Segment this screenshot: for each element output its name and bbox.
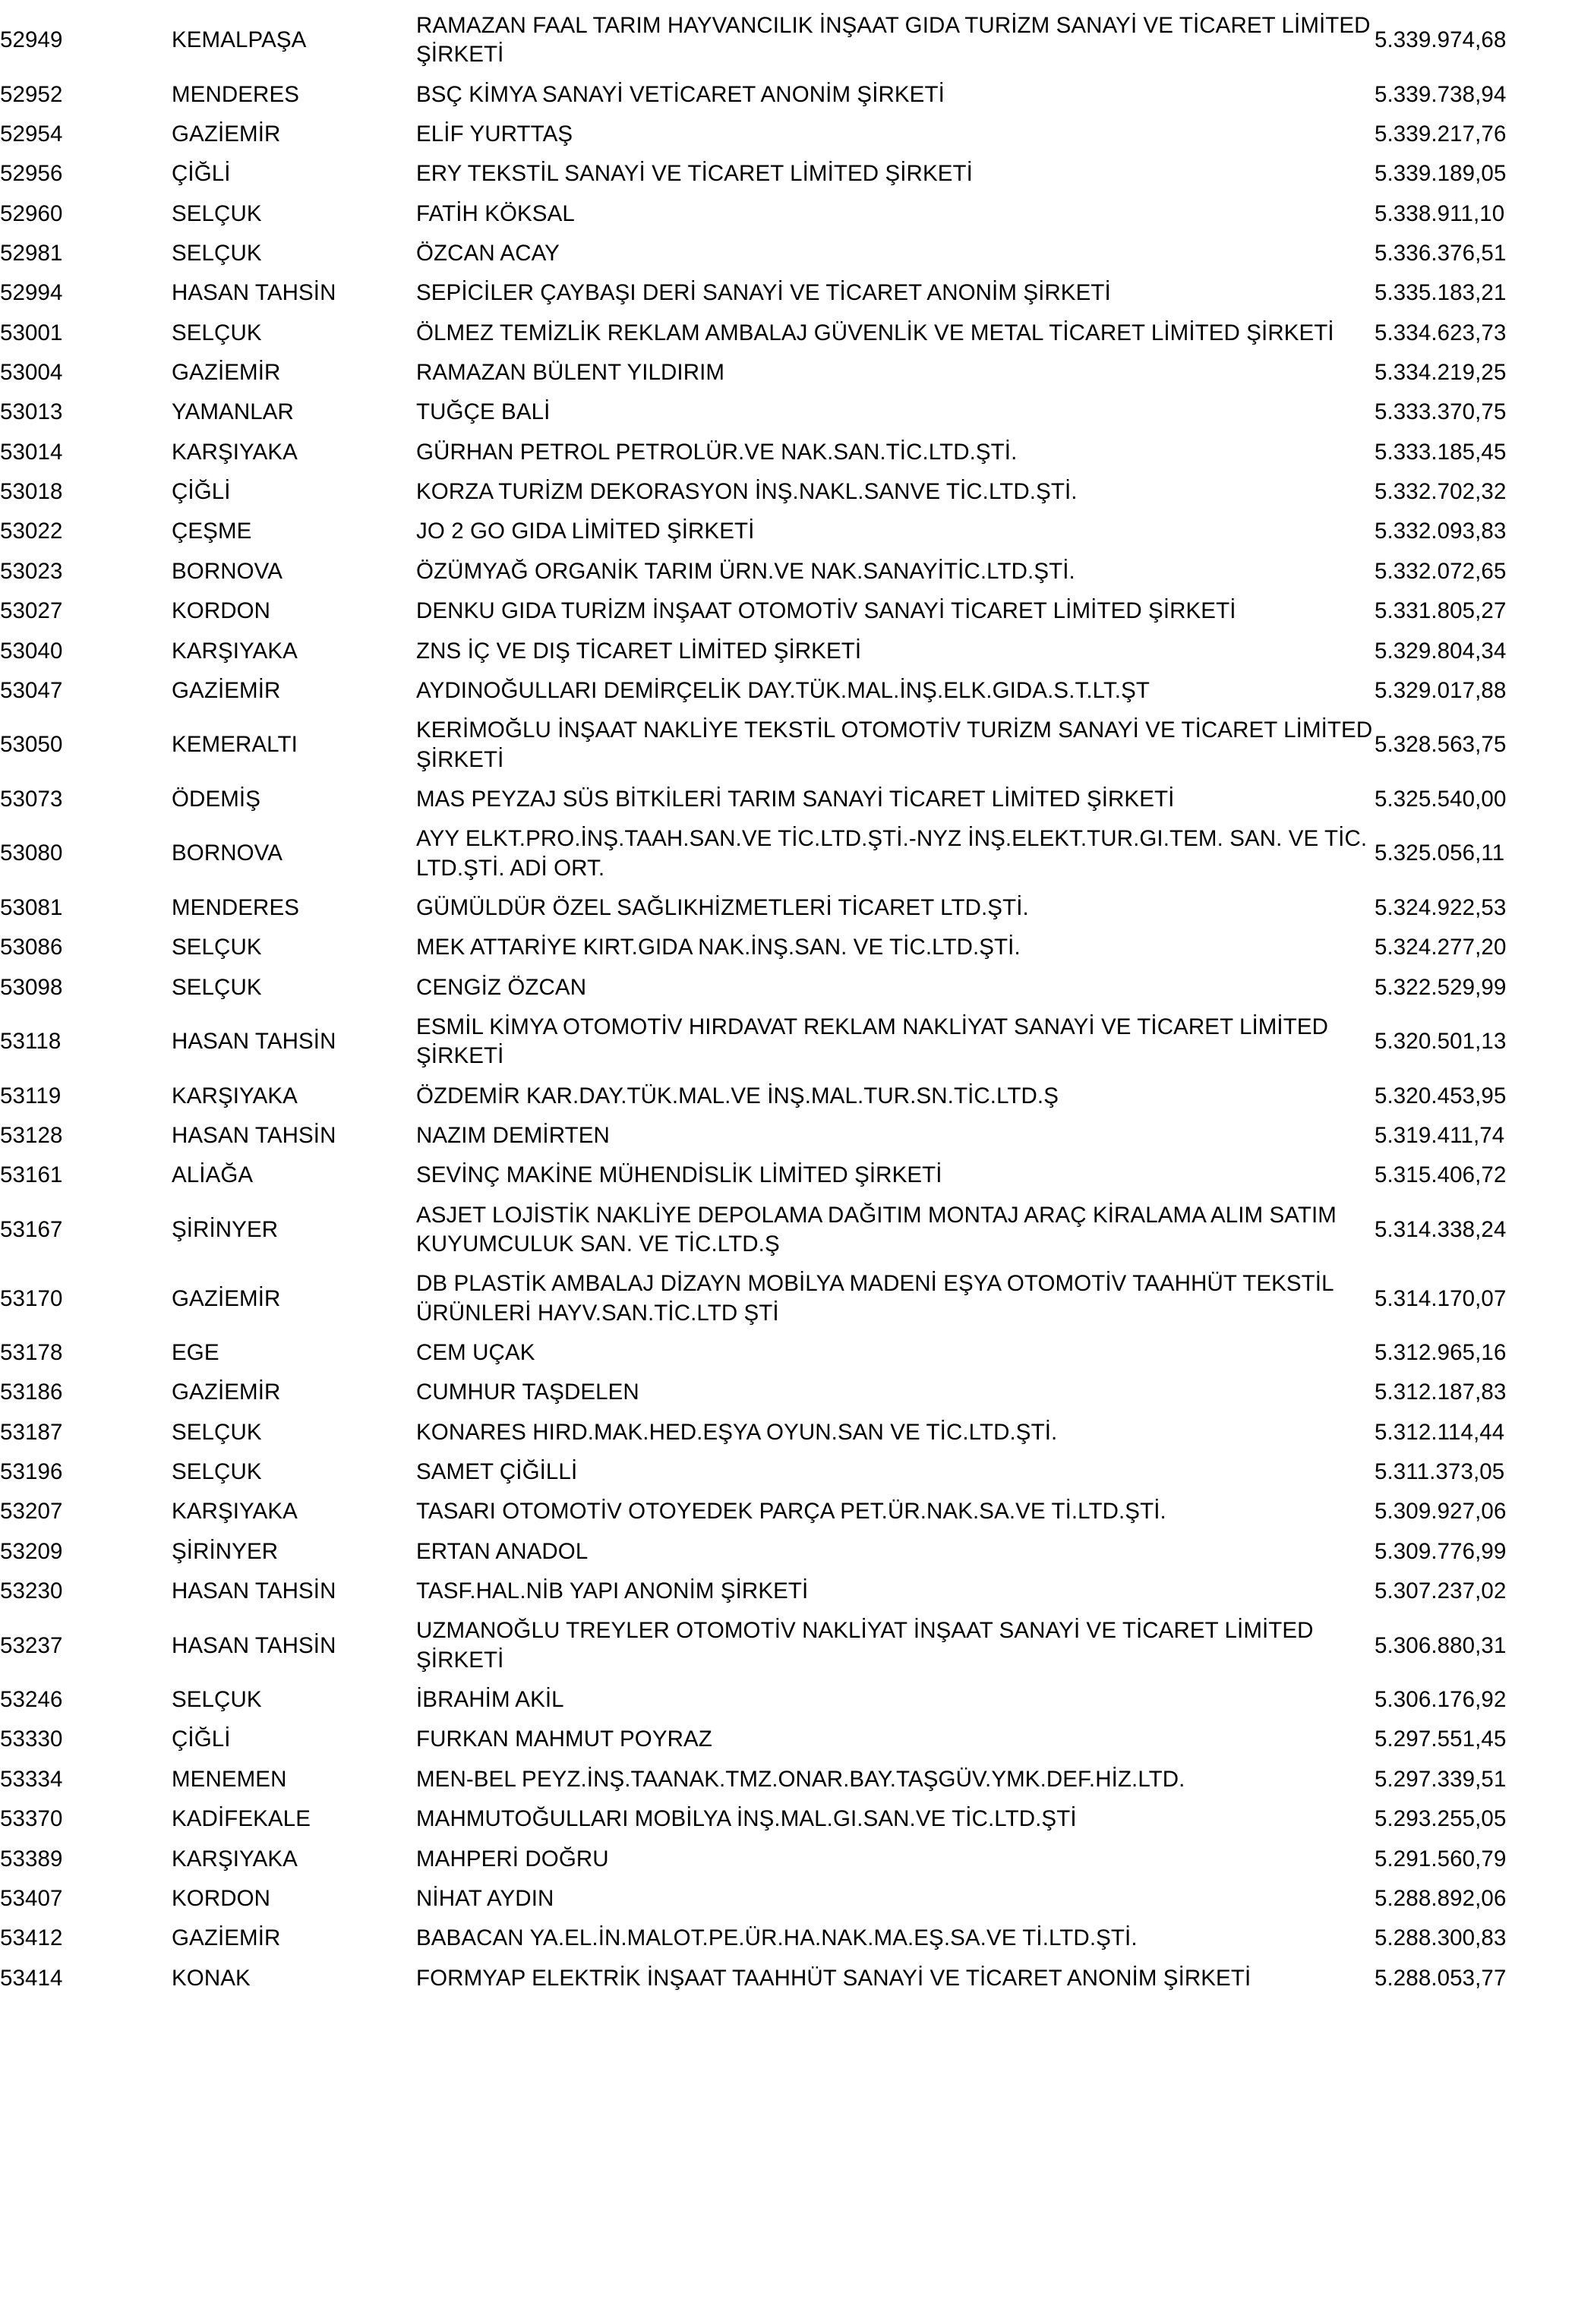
cell-tax-office: SELÇUK [172, 1687, 262, 1713]
cell-taxpayer-name: DB PLASTİK AMBALAJ DİZAYN MOBİLYA MADENİ EŞYA OTOMOTİV TAAHHÜT TEKSTİL ÜRÜNLERİ HAYV.SAN.TİC.LTD ŞTİ [416, 1271, 1334, 1326]
table-row [0, 273, 1575, 313]
cell-taxpayer-name: SAMET ÇİĞİLLİ [416, 1459, 578, 1485]
cell-record-id: 53167 [0, 1216, 63, 1242]
cell-amount: 5.307.237,02 [1375, 1578, 1507, 1604]
table-row [0, 591, 1575, 631]
cell-tax-office: MENDERES [172, 81, 299, 107]
cell-amount: 5.319.411,74 [1375, 1122, 1505, 1148]
cell-record-id: 53119 [0, 1083, 62, 1108]
cell-record-id: 52994 [0, 280, 63, 306]
cell-taxpayer-name: BSÇ KİMYA SANAYİ VETİCARET ANONİM ŞİRKETİ [416, 81, 945, 107]
table-row [0, 75, 1575, 115]
cell-tax-office: MENEMEN [172, 1766, 287, 1792]
cell-record-id: 53128 [0, 1122, 63, 1148]
cell-record-id: 53246 [0, 1687, 63, 1713]
cell-taxpayer-name: SEPİCİLER ÇAYBAŞI DERİ SANAYİ VE TİCARET ANONİM ŞİRKETİ [416, 280, 1111, 306]
cell-amount: 5.288.053,77 [1375, 1965, 1507, 1991]
cell-amount: 5.314.170,07 [1375, 1285, 1507, 1311]
table-row [0, 1799, 1575, 1839]
cell-tax-office: GAZİEMİR [172, 1925, 281, 1951]
cell-amount: 5.328.563,75 [1375, 732, 1507, 758]
table-row [0, 1532, 1575, 1572]
cell-tax-office: ÖDEMİŞ [172, 786, 260, 812]
cell-amount: 5.331.805,27 [1375, 598, 1507, 624]
cell-tax-office: ŞİRİNYER [172, 1216, 279, 1242]
cell-amount: 5.291.560,79 [1375, 1846, 1507, 1871]
cell-amount: 5.325.540,00 [1375, 786, 1507, 812]
cell-record-id: 53170 [0, 1285, 63, 1311]
table-row [0, 1264, 1575, 1333]
table-row [0, 234, 1575, 273]
cell-record-id: 53186 [0, 1380, 63, 1405]
cell-taxpayer-name: İBRAHİM AKİL [416, 1687, 564, 1713]
cell-record-id: 53040 [0, 638, 63, 664]
cell-amount: 5.288.300,83 [1375, 1925, 1507, 1951]
table-row [0, 1720, 1575, 1759]
cell-amount: 5.312.187,83 [1375, 1380, 1507, 1405]
cell-tax-office: HASAN TAHSİN [172, 280, 336, 306]
table-row [0, 1156, 1575, 1195]
table-row [0, 115, 1575, 154]
cell-record-id: 52954 [0, 121, 63, 147]
cell-taxpayer-name: CUMHUR TAŞDELEN [416, 1380, 639, 1405]
table-row [0, 472, 1575, 512]
cell-tax-office: ÇİĞLİ [172, 479, 231, 505]
cell-amount: 5.339.217,76 [1375, 121, 1507, 147]
cell-taxpayer-name: ÖZÜMYAĞ ORGANİK TARIM ÜRN.VE NAK.SANAYİTİC.LTD.ŞTİ. [416, 558, 1075, 584]
cell-amount: 5.324.277,20 [1375, 935, 1507, 960]
cell-record-id: 52960 [0, 200, 63, 226]
table-row [0, 1007, 1575, 1077]
table-row [0, 433, 1575, 472]
table-row [0, 512, 1575, 551]
table-row [0, 1760, 1575, 1799]
table-row [0, 393, 1575, 432]
cell-amount: 5.311.373,05 [1375, 1459, 1505, 1485]
cell-taxpayer-name: ÖLMEZ TEMİZLİK REKLAM AMBALAJ GÜVENLİK VE METAL TİCARET LİMİTED ŞİRKETİ [416, 320, 1334, 345]
cell-amount: 5.329.804,34 [1375, 638, 1507, 664]
cell-taxpayer-name: ASJET LOJİSTİK NAKLİYE DEPOLAMA DAĞITIM MONTAJ ARAÇ KİRALAMA ALIM SATIM KUYUMCULUK SAN. VE TİC.LTD.Ş [416, 1202, 1337, 1257]
cell-tax-office: KEMERALTI [172, 732, 298, 758]
table-row [0, 1452, 1575, 1492]
cell-record-id: 53207 [0, 1499, 63, 1525]
table-row [0, 1959, 1575, 1998]
cell-record-id: 53389 [0, 1846, 63, 1871]
cell-tax-office: KEMALPAŞA [172, 27, 307, 53]
cell-taxpayer-name: KORZA TURİZM DEKORASYON İNŞ.NAKL.SANVE TİC.LTD.ŞTİ. [416, 479, 1078, 505]
cell-amount: 5.322.529,99 [1375, 974, 1507, 1000]
cell-record-id: 53022 [0, 519, 63, 544]
cell-tax-office: HASAN TAHSİN [172, 1578, 336, 1604]
cell-taxpayer-name: TUĞÇE BALİ [416, 399, 551, 425]
table-row [0, 1572, 1575, 1611]
cell-record-id: 53027 [0, 598, 63, 624]
table-row [0, 928, 1575, 967]
cell-record-id: 53330 [0, 1726, 63, 1752]
cell-tax-office: ÇİĞLİ [172, 161, 231, 187]
cell-record-id: 53080 [0, 840, 63, 866]
cell-amount: 5.324.922,53 [1375, 894, 1507, 920]
cell-taxpayer-name: MAHPERİ DOĞRU [416, 1846, 609, 1871]
cell-taxpayer-name: KONARES HIRD.MAK.HED.EŞYA OYUN.SAN VE TİC.LTD.ŞTİ. [416, 1419, 1058, 1445]
cell-record-id: 53209 [0, 1538, 63, 1564]
cell-record-id: 53187 [0, 1419, 63, 1445]
cell-tax-office: YAMANLAR [172, 399, 294, 425]
cell-tax-office: SELÇUK [172, 1419, 262, 1445]
cell-tax-office: KORDON [172, 598, 271, 624]
cell-tax-office: KONAK [172, 1965, 251, 1991]
taxpayer-listing-table [0, 6, 1575, 1998]
cell-tax-office: GAZİEMİR [172, 677, 281, 703]
cell-tax-office: KARŞIYAKA [172, 439, 298, 465]
table-row [0, 968, 1575, 1007]
cell-amount: 5.288.892,06 [1375, 1885, 1507, 1911]
cell-amount: 5.306.176,92 [1375, 1687, 1507, 1713]
table-row [0, 314, 1575, 353]
cell-tax-office: SELÇUK [172, 320, 262, 345]
cell-amount: 5.336.376,51 [1375, 241, 1507, 266]
cell-record-id: 53412 [0, 1925, 63, 1951]
cell-amount: 5.320.453,95 [1375, 1083, 1507, 1108]
cell-taxpayer-name: DENKU GIDA TURİZM İNŞAAT OTOMOTİV SANAYİ TİCARET LİMİTED ŞİRKETİ [416, 598, 1236, 624]
table-row [0, 1116, 1575, 1156]
cell-record-id: 53050 [0, 732, 63, 758]
cell-taxpayer-name: FORMYAP ELEKTRİK İNŞAAT TAAHHÜT SANAYİ VE TİCARET ANONİM ŞİRKETİ [416, 1965, 1251, 1991]
cell-amount: 5.312.965,16 [1375, 1340, 1507, 1366]
cell-tax-office: KARŞIYAKA [172, 1083, 298, 1108]
cell-taxpayer-name: ÖZCAN ACAY [416, 241, 560, 266]
cell-amount: 5.333.185,45 [1375, 439, 1507, 465]
cell-amount: 5.315.406,72 [1375, 1162, 1507, 1188]
cell-record-id: 53407 [0, 1885, 63, 1911]
cell-taxpayer-name: MEN-BEL PEYZ.İNŞ.TAANAK.TMZ.ONAR.BAY.TAŞGÜV.YMK.DEF.HİZ.LTD. [416, 1766, 1185, 1792]
cell-amount: 5.297.551,45 [1375, 1726, 1507, 1752]
cell-record-id: 53023 [0, 558, 63, 584]
cell-record-id: 52981 [0, 241, 63, 266]
cell-taxpayer-name: GÜRHAN PETROL PETROLÜR.VE NAK.SAN.TİC.LTD.ŞTİ. [416, 439, 1018, 465]
cell-record-id: 53178 [0, 1340, 63, 1366]
cell-amount: 5.297.339,51 [1375, 1766, 1507, 1792]
cell-record-id: 53014 [0, 439, 63, 465]
cell-tax-office: GAZİEMİR [172, 1380, 281, 1405]
cell-amount: 5.320.501,13 [1375, 1029, 1507, 1055]
table-row [0, 353, 1575, 393]
table-body [0, 6, 1575, 1998]
cell-taxpayer-name: ÖZDEMİR KAR.DAY.TÜK.MAL.VE İNŞ.MAL.TUR.SN.TİC.LTD.Ş [416, 1083, 1059, 1108]
cell-amount: 5.306.880,31 [1375, 1632, 1507, 1658]
table-row [0, 671, 1575, 711]
table-row [0, 552, 1575, 591]
cell-tax-office: ALİAĞA [172, 1162, 254, 1188]
cell-amount: 5.339.189,05 [1375, 161, 1507, 187]
table-row [0, 1413, 1575, 1452]
cell-taxpayer-name: FURKAN MAHMUT POYRAZ [416, 1726, 712, 1752]
cell-record-id: 53237 [0, 1632, 63, 1658]
cell-taxpayer-name: TASARI OTOMOTİV OTOYEDEK PARÇA PET.ÜR.NAK.SA.VE Tİ.LTD.ŞTİ. [416, 1499, 1166, 1525]
table-row [0, 1333, 1575, 1373]
cell-record-id: 53013 [0, 399, 63, 425]
cell-amount: 5.338.911,10 [1375, 200, 1505, 226]
cell-taxpayer-name: ERY TEKSTİL SANAYİ VE TİCARET LİMİTED ŞİRKETİ [416, 161, 973, 187]
cell-taxpayer-name: ELİF YURTTAŞ [416, 121, 573, 147]
cell-taxpayer-name: ZNS İÇ VE DIŞ TİCARET LİMİTED ŞİRKETİ [416, 638, 862, 664]
cell-taxpayer-name: SEVİNÇ MAKİNE MÜHENDİSLİK LİMİTED ŞİRKETİ [416, 1162, 942, 1188]
table-row [0, 1680, 1575, 1720]
cell-amount: 5.335.183,21 [1375, 280, 1507, 306]
cell-tax-office: SELÇUK [172, 1459, 262, 1485]
cell-taxpayer-name: CENGİZ ÖZCAN [416, 974, 587, 1000]
cell-taxpayer-name: MAS PEYZAJ SÜS BİTKİLERİ TARIM SANAYİ TİCARET LİMİTED ŞİRKETİ [416, 786, 1175, 812]
cell-amount: 5.334.219,25 [1375, 360, 1507, 386]
cell-taxpayer-name: KERİMOĞLU İNŞAAT NAKLİYE TEKSTİL OTOMOTİV TURİZM SANAYİ VE TİCARET LİMİTED ŞİRKETİ [416, 717, 1373, 772]
table-row [0, 1373, 1575, 1412]
cell-taxpayer-name: UZMANOĞLU TREYLER OTOMOTİV NAKLİYAT İNŞAAT SANAYİ VE TİCARET LİMİTED ŞİRKETİ [416, 1618, 1314, 1673]
cell-taxpayer-name: NİHAT AYDIN [416, 1885, 554, 1911]
cell-taxpayer-name: ERTAN ANADOL [416, 1538, 589, 1564]
table-row [0, 1492, 1575, 1531]
cell-taxpayer-name: FATİH KÖKSAL [416, 200, 575, 226]
table-row [0, 1919, 1575, 1958]
cell-amount: 5.339.974,68 [1375, 27, 1507, 53]
cell-tax-office: SELÇUK [172, 241, 262, 266]
cell-tax-office: ÇİĞLİ [172, 1726, 231, 1752]
cell-record-id: 52956 [0, 161, 63, 187]
cell-tax-office: KARŞIYAKA [172, 638, 298, 664]
cell-tax-office: KADİFEKALE [172, 1806, 311, 1832]
cell-tax-office: ÇEŞME [172, 519, 252, 544]
cell-record-id: 53004 [0, 360, 63, 386]
cell-tax-office: BORNOVA [172, 558, 283, 584]
cell-tax-office: BORNOVA [172, 840, 283, 866]
cell-amount: 5.325.056,11 [1375, 840, 1505, 866]
cell-taxpayer-name: JO 2 GO GIDA LİMİTED ŞİRKETİ [416, 519, 755, 544]
table-row [0, 711, 1575, 780]
table-row [0, 1196, 1575, 1265]
cell-record-id: 53370 [0, 1806, 63, 1832]
cell-record-id: 53196 [0, 1459, 63, 1485]
cell-taxpayer-name: CEM UÇAK [416, 1340, 535, 1366]
cell-record-id: 53334 [0, 1766, 63, 1792]
cell-taxpayer-name: AYDINOĞULLARI DEMİRÇELİK DAY.TÜK.MAL.İNŞ.ELK.GIDA.S.T.LT.ŞT [416, 677, 1150, 703]
cell-tax-office: KARŞIYAKA [172, 1846, 298, 1871]
cell-tax-office: HASAN TAHSİN [172, 1029, 336, 1055]
cell-amount: 5.339.738,94 [1375, 81, 1507, 107]
cell-taxpayer-name: MEK ATTARİYE KIRT.GIDA NAK.İNŞ.SAN. VE TİC.LTD.ŞTİ. [416, 935, 1021, 960]
table-row [0, 1611, 1575, 1680]
cell-taxpayer-name: ESMİL KİMYA OTOMOTİV HIRDAVAT REKLAM NAKLİYAT SANAYİ VE TİCARET LİMİTED ŞİRKETİ [416, 1014, 1329, 1069]
cell-record-id: 53001 [0, 320, 63, 345]
cell-record-id: 53098 [0, 974, 63, 1000]
cell-amount: 5.332.093,83 [1375, 519, 1507, 544]
table-row [0, 819, 1575, 888]
table-row [0, 780, 1575, 819]
cell-taxpayer-name: AYY ELKT.PRO.İNŞ.TAAH.SAN.VE TİC.LTD.ŞTİ.-NYZ İNŞ.ELEKT.TUR.GI.TEM. SAN. VE TİC. LTD.ŞTİ. ADİ ORT. [416, 826, 1368, 881]
cell-record-id: 53081 [0, 894, 63, 920]
cell-taxpayer-name: MAHMUTOĞULLARI MOBİLYA İNŞ.MAL.GI.SAN.VE TİC.LTD.ŞTİ [416, 1806, 1077, 1832]
cell-record-id: 53086 [0, 935, 63, 960]
table-row [0, 888, 1575, 928]
cell-amount: 5.293.255,05 [1375, 1806, 1507, 1832]
cell-tax-office: SELÇUK [172, 935, 262, 960]
cell-amount: 5.329.017,88 [1375, 677, 1507, 703]
cell-amount: 5.334.623,73 [1375, 320, 1507, 345]
cell-tax-office: GAZİEMİR [172, 360, 281, 386]
cell-amount: 5.333.370,75 [1375, 399, 1507, 425]
table-row [0, 154, 1575, 194]
cell-amount: 5.312.114,44 [1375, 1419, 1505, 1445]
cell-amount: 5.314.338,24 [1375, 1216, 1507, 1242]
cell-amount: 5.332.702,32 [1375, 479, 1507, 505]
table-row [0, 1077, 1575, 1116]
cell-taxpayer-name: RAMAZAN BÜLENT YILDIRIM [416, 360, 725, 386]
table-row [0, 1879, 1575, 1919]
cell-amount: 5.332.072,65 [1375, 558, 1507, 584]
cell-tax-office: SELÇUK [172, 974, 262, 1000]
cell-tax-office: KORDON [172, 1885, 271, 1911]
table-row [0, 194, 1575, 234]
cell-tax-office: SELÇUK [172, 200, 262, 226]
cell-record-id: 53073 [0, 786, 63, 812]
cell-record-id: 53414 [0, 1965, 63, 1991]
cell-tax-office: EGE [172, 1340, 219, 1366]
cell-tax-office: GAZİEMİR [172, 1285, 281, 1311]
cell-taxpayer-name: TASF.HAL.NİB YAPI ANONİM ŞİRKETİ [416, 1578, 809, 1604]
cell-record-id: 53047 [0, 677, 63, 703]
cell-record-id: 53018 [0, 479, 63, 505]
cell-tax-office: KARŞIYAKA [172, 1499, 298, 1525]
cell-amount: 5.309.776,99 [1375, 1538, 1507, 1564]
cell-tax-office: GAZİEMİR [172, 121, 281, 147]
cell-tax-office: MENDERES [172, 894, 299, 920]
table-row [0, 1840, 1575, 1879]
cell-tax-office: HASAN TAHSİN [172, 1632, 336, 1658]
cell-amount: 5.309.927,06 [1375, 1499, 1507, 1525]
cell-tax-office: HASAN TAHSİN [172, 1122, 336, 1148]
cell-record-id: 52952 [0, 81, 63, 107]
cell-taxpayer-name: BABACAN YA.EL.İN.MALOT.PE.ÜR.HA.NAK.MA.EŞ.SA.VE Tİ.LTD.ŞTİ. [416, 1925, 1138, 1951]
table-row [0, 632, 1575, 671]
cell-record-id: 52949 [0, 27, 63, 53]
cell-record-id: 53161 [0, 1162, 63, 1188]
cell-taxpayer-name: NAZIM DEMİRTEN [416, 1122, 610, 1148]
cell-taxpayer-name: GÜMÜLDÜR ÖZEL SAĞLIKHİZMETLERİ TİCARET LTD.ŞTİ. [416, 894, 1029, 920]
cell-tax-office: ŞİRİNYER [172, 1538, 279, 1564]
cell-taxpayer-name: RAMAZAN FAAL TARIM HAYVANCILIK İNŞAAT GIDA TURİZM SANAYİ VE TİCARET LİMİTED ŞİRKETİ [416, 13, 1371, 68]
cell-record-id: 53230 [0, 1578, 63, 1604]
table-row [0, 6, 1575, 75]
cell-record-id: 53118 [0, 1029, 62, 1055]
